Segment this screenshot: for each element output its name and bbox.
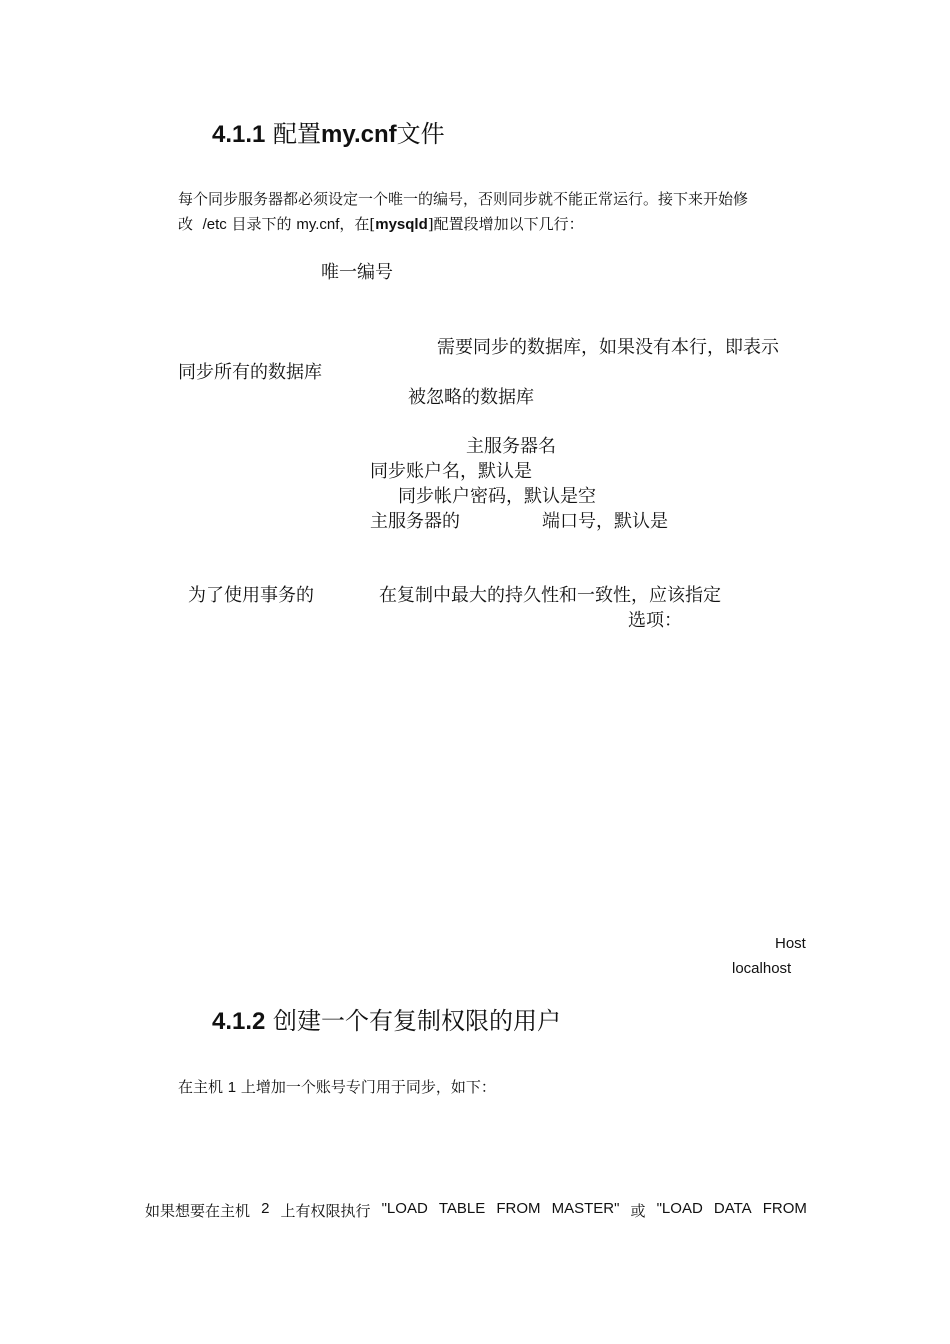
load-note-line [145, 1200, 807, 1221]
intro-text-2c: 目录下的 [231, 215, 292, 233]
load-note-word: 2 [261, 1200, 270, 1217]
load-note-word: MASTER" [551, 1200, 620, 1217]
section-title: 创建一个有复制权限的用户 [273, 1007, 562, 1035]
note-master-password: 同步帐户密码，默认是空 [398, 486, 596, 507]
section-number: 4.1.1 [212, 121, 266, 148]
intro-text-2a: 改 [178, 215, 194, 233]
load-note-word: 如果想要在主机 [145, 1202, 251, 1220]
fragment-host: Host [775, 935, 806, 952]
note-master-port-2: 端口号，默认是 [542, 511, 668, 532]
create-user-host-number: 1 [227, 1079, 237, 1096]
fragment-localhost: localhost [732, 960, 792, 977]
note-innodb-3: 选项： [628, 610, 682, 631]
load-note-word: "LOAD [656, 1200, 703, 1217]
section-title-part1: 配置 [273, 120, 322, 148]
intro-path-etc: /etc [202, 216, 227, 233]
note-master-user: 同步账户名，默认是 [370, 461, 532, 482]
intro-text-2e: ，在[ [339, 215, 376, 233]
note-master-host: 主服务器名 [466, 436, 556, 457]
intro-line-1 [178, 187, 748, 212]
intro-filename: my.cnf [296, 216, 340, 233]
note-replicate-db-1: 需要同步的数据库，如果没有本行，即表示 [437, 337, 779, 358]
intro-line-2 [178, 212, 584, 237]
section-number: 4.1.2 [212, 1008, 266, 1035]
section-heading-4-1-2 [212, 1001, 561, 1036]
load-note-word: FROM [762, 1200, 807, 1217]
create-user-line [178, 1075, 496, 1100]
section-title-filename: my.cnf [321, 121, 397, 148]
note-master-port-1: 主服务器的 [370, 511, 460, 532]
section-heading-4-1-1 [212, 114, 445, 149]
intro-section-mysqld: mysqld [375, 216, 428, 233]
note-replicate-db-2: 同步所有的数据库 [178, 362, 322, 383]
note-ignore-db: 被忽略的数据库 [408, 387, 534, 408]
intro-text-1: 每个同步服务器都必须设定一个唯一的编号，否则同步就不能正常运行。接下来开始修 [178, 190, 749, 208]
note-innodb-1: 为了使用事务的 [188, 585, 314, 606]
load-note-word: "LOAD [381, 1200, 428, 1217]
load-note-word: 上有权限执行 [280, 1202, 371, 1220]
create-user-text-c: 上增加一个账号专门用于同步，如下： [240, 1078, 496, 1096]
note-innodb-2: 在复制中最大的持久性和一致性，应该指定 [379, 585, 721, 606]
load-note-word: 或 [630, 1202, 646, 1220]
create-user-text-a: 在主机 [178, 1078, 224, 1096]
load-note-word: DATA [713, 1200, 752, 1217]
section-title-part2: 文件 [396, 120, 445, 148]
intro-text-2g: ]配置段增加以下几行： [427, 215, 584, 233]
load-note-word: FROM [496, 1200, 541, 1217]
note-server-id: 唯一编号 [321, 262, 393, 283]
load-note-word: TABLE [438, 1200, 486, 1217]
